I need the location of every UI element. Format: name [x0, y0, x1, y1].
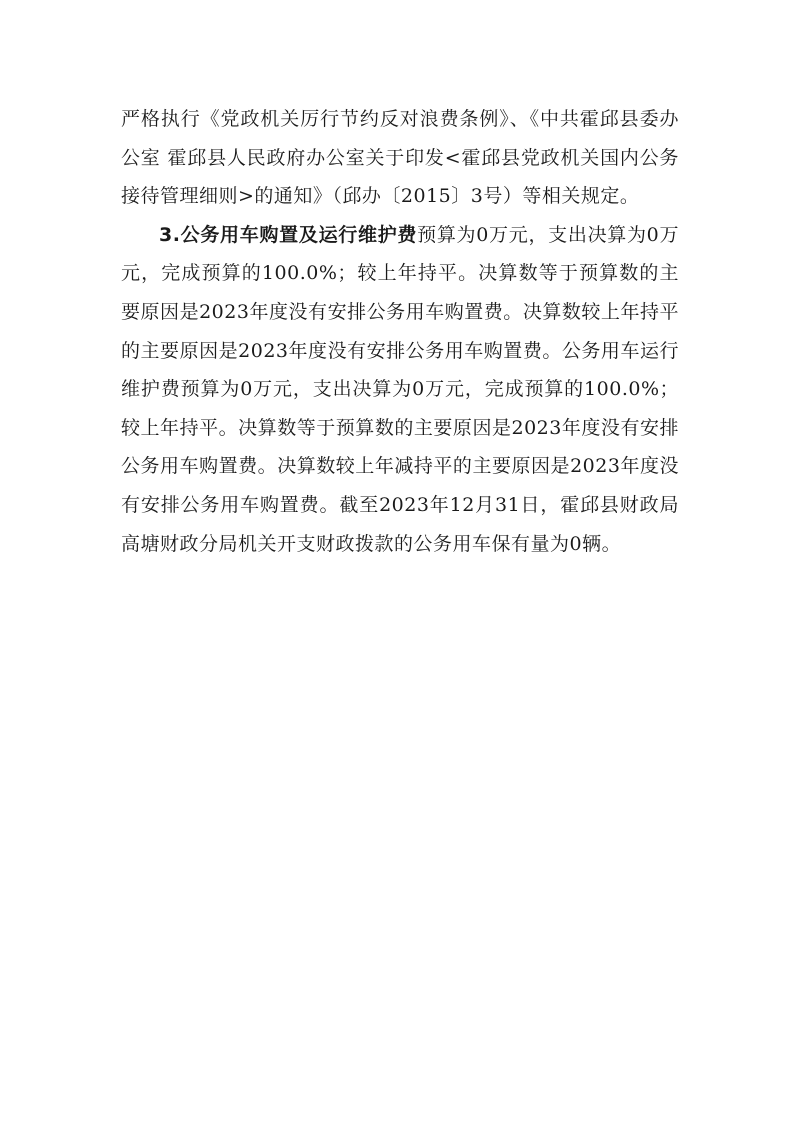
document-body: [121, 100, 679, 563]
paragraph-regulations: 严格执行《党政机关厉行节约反对浪费条例》、《中共霍邱县委办公室 霍邱县人民政府办公室关于印发<霍邱县党政机关国内公务接待管理细则>的通知》（邱办〔2015〕3号）等相关规定。: [121, 108, 679, 208]
paragraph-vehicle-expenses: [121, 216, 679, 563]
paragraph-body: 预算为0万元，支出决算为0万元，完成预算的100.0%；较上年持平。决算数等于预算数的主要原因是2023年度没有安排公务用车购置费。决算数较上年持平的主要原因是2023年度没有安排公务用车购置费。公务用车运行维护费预算为0万元，支出决算为0万元，完成预算的100.0%；较上年持平。决算数等于预算数的主要原因是2023年度没有安排公务用车购置费。决算数较上年减持平的主要原因是2023年度没有安排公务用车购置费。截至2023年12月31日，霍邱县财政局高塘财政分局机关开支财政拨款的公务用车保有量为0辆。: [121, 223, 679, 555]
section-heading: 3.公务用车购置及运行维护费: [159, 223, 418, 246]
